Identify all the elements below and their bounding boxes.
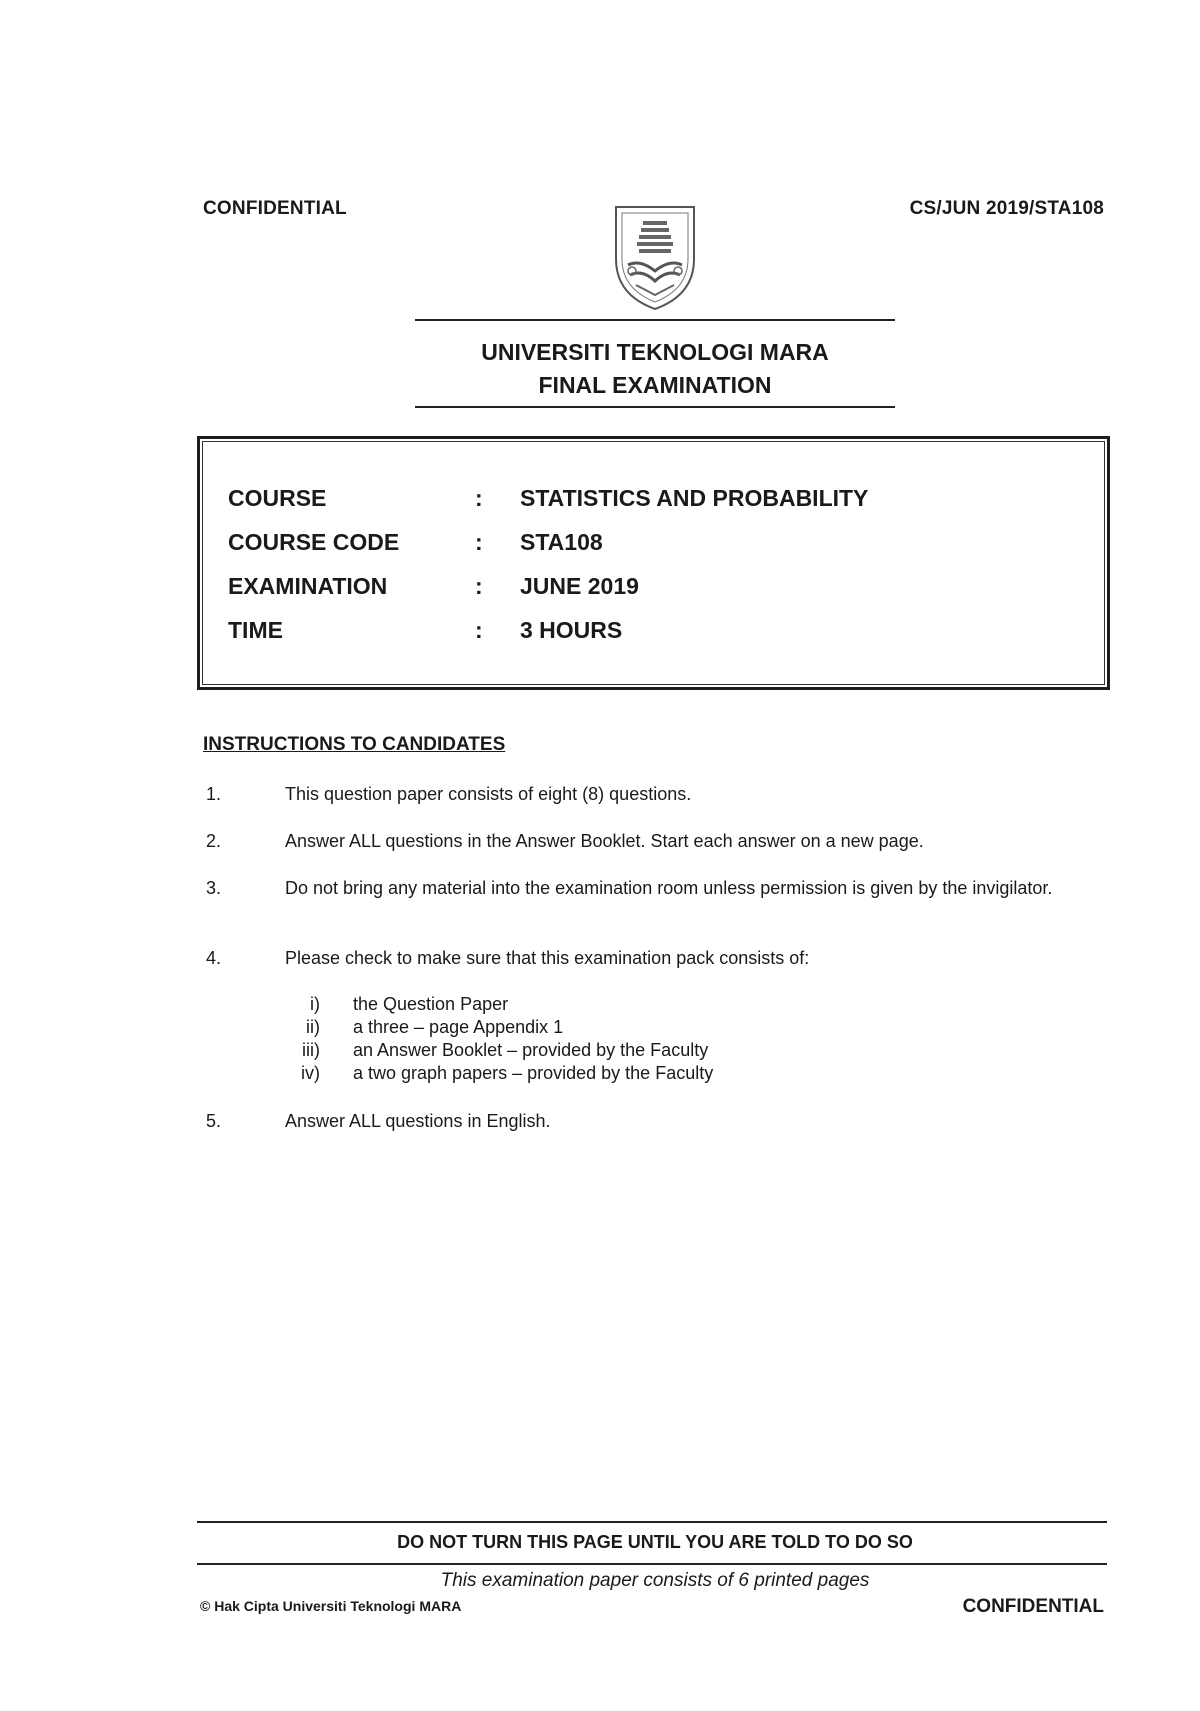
instruction-text: Answer ALL questions in English. xyxy=(285,1111,551,1131)
time-colon: : xyxy=(475,617,483,643)
course-row xyxy=(200,482,1107,514)
instruction-text: Please check to make sure that this examination pack consists of: xyxy=(285,948,810,968)
pack-item-number: i) xyxy=(310,994,320,1014)
time-label: TIME xyxy=(228,617,283,643)
examination-row xyxy=(200,570,1107,602)
course-colon: : xyxy=(475,485,483,511)
university-crest-icon xyxy=(610,203,700,311)
examination-value: JUNE 2019 xyxy=(520,573,639,599)
time-row xyxy=(200,614,1107,646)
header-paper-code: CS/JUN 2019/STA108 xyxy=(909,198,1104,219)
instruction-text: This question paper consists of eight (8) questions. xyxy=(285,784,692,804)
exam-title: FINAL EXAMINATION xyxy=(538,372,772,398)
instruction-number: 1. xyxy=(206,784,222,804)
footer-confidential-label: CONFIDENTIAL xyxy=(962,1596,1104,1617)
course-label: COURSE xyxy=(228,485,327,511)
course-info-box xyxy=(197,436,1110,690)
pack-item-text: a two graph papers – provided by the Faculty xyxy=(353,1063,714,1083)
footer-top-rule xyxy=(197,1521,1107,1523)
pack-item-text: a three – page Appendix 1 xyxy=(353,1017,564,1037)
printed-pages-note: This examination paper consists of 6 printed pages xyxy=(440,1570,870,1591)
title-bottom-rule xyxy=(415,406,895,408)
course-value: STATISTICS AND PROBABILITY xyxy=(520,485,869,511)
course-code-value: STA108 xyxy=(520,529,603,555)
course-code-colon: : xyxy=(475,529,483,555)
pack-item-text: an Answer Booklet – provided by the Faculty xyxy=(353,1040,709,1060)
footer-bottom-rule xyxy=(197,1563,1107,1565)
instruction-number: 4. xyxy=(206,948,222,968)
instruction-text: Do not bring any material into the examination room unless permission is given by the invigilator. xyxy=(285,878,1053,898)
pack-item-text: the Question Paper xyxy=(353,994,509,1014)
pack-item-number: iii) xyxy=(302,1040,320,1060)
instruction-text: Answer ALL questions in the Answer Booklet. Start each answer on a new page. xyxy=(285,831,924,851)
examination-label: EXAMINATION xyxy=(228,573,388,599)
do-not-turn-warning: DO NOT TURN THIS PAGE UNTIL YOU ARE TOLD TO DO SO xyxy=(397,1532,913,1552)
title-block xyxy=(415,336,895,402)
pack-item-number: ii) xyxy=(306,1017,320,1037)
header-confidential-label: CONFIDENTIAL xyxy=(203,198,347,219)
title-top-rule xyxy=(415,319,895,321)
instruction-number: 2. xyxy=(206,831,222,851)
instruction-number: 5. xyxy=(206,1111,222,1131)
pack-item-number: iv) xyxy=(301,1063,320,1083)
time-value: 3 HOURS xyxy=(520,617,623,643)
examination-colon: : xyxy=(475,573,483,599)
course-code-label: COURSE CODE xyxy=(228,529,400,555)
copyright-notice: © Hak Cipta Universiti Teknologi MARA xyxy=(200,1598,462,1614)
instructions-heading: INSTRUCTIONS TO CANDIDATES xyxy=(203,734,506,755)
instruction-number: 3. xyxy=(206,878,222,898)
university-name: UNIVERSITI TEKNOLOGI MARA xyxy=(481,339,829,365)
course-code-row xyxy=(200,526,1107,558)
